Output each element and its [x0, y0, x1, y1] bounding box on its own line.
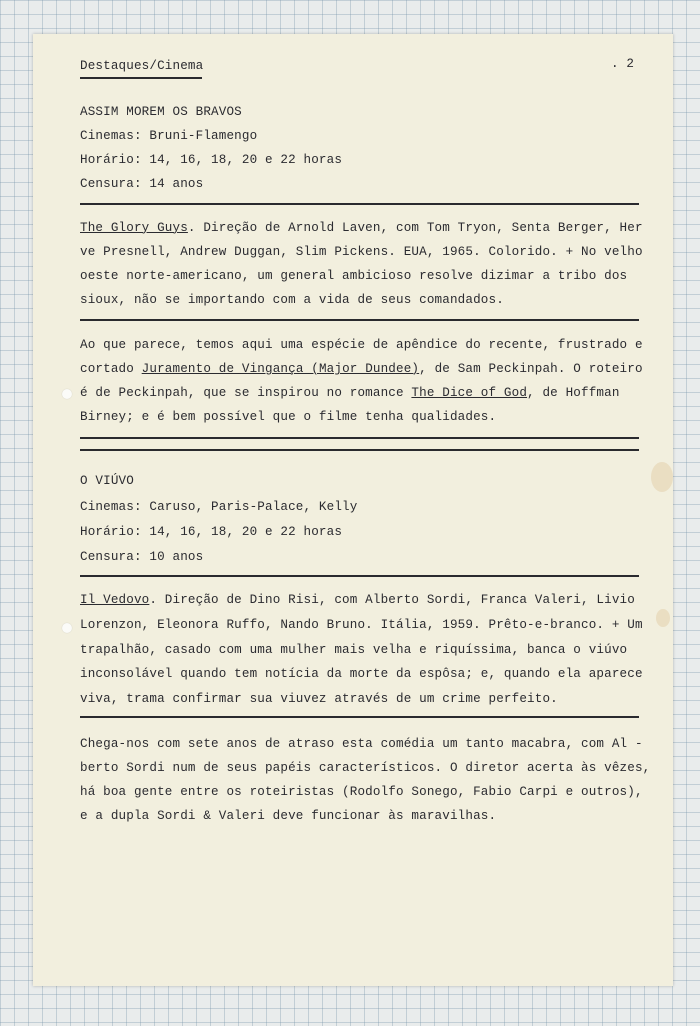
film-cinemas: Cinemas: Caruso, Paris-Palace, Kelly	[80, 500, 358, 514]
synopsis-line: oeste norte-americano, um general ambicioso resolve dizimar a tribo dos	[80, 269, 628, 283]
cited-title: The Dice of God	[411, 386, 528, 400]
film-title: O VIÚVO	[80, 474, 134, 488]
separator-rule	[80, 575, 639, 577]
header-underline	[80, 77, 202, 79]
section-header: Destaques/Cinema	[80, 59, 204, 73]
separator-rule	[80, 437, 639, 439]
review-line: cortado Juramento de Vingança (Major Dundee), de Sam Peckinpah. O roteiro	[80, 362, 643, 376]
review-line: há boa gente entre os roteiristas (Rodolfo Sonego, Fabio Carpi e outros),	[80, 785, 643, 799]
film-censura: Censura: 10 anos	[80, 550, 204, 564]
review-line: Ao que parece, temos aqui uma espécie de apêndice do recente, frustrado e	[80, 338, 643, 352]
original-title: The Glory Guys	[80, 221, 188, 235]
synopsis-line: inconsolável quando tem notícia da morte da espôsa; e, quando ela aparece	[80, 667, 643, 681]
film-title: ASSIM MOREM OS BRAVOS	[80, 105, 242, 119]
review-line: é de Peckinpah, que se inspirou no romance The Dice of God, de Hoffman	[80, 386, 620, 400]
page-number: . 2	[611, 57, 635, 71]
cited-title: Juramento de Vingança (Major Dundee)	[141, 362, 420, 376]
paper-stain	[651, 462, 673, 492]
synopsis-line: The Glory Guys. Direção de Arnold Laven, com Tom Tryon, Senta Berger, Her	[80, 221, 643, 235]
paper-stain	[656, 609, 670, 627]
synopsis-line: trapalhão, casado com uma mulher mais velha e riquíssima, banca o viúvo	[80, 643, 628, 657]
film-censura: Censura: 14 anos	[80, 177, 204, 191]
punch-hole	[62, 623, 72, 633]
original-title: Il Vedovo	[80, 593, 150, 607]
synopsis-line: viva, trama confirmar sua viuvez através de um crime perfeito.	[80, 692, 558, 706]
separator-rule	[80, 203, 639, 205]
synopsis-line: ve Presnell, Andrew Duggan, Slim Pickens. EUA, 1965. Colorido. + No velho	[80, 245, 643, 259]
film-horario: Horário: 14, 16, 18, 20 e 22 horas	[80, 525, 343, 539]
synopsis-line: Il Vedovo. Direção de Dino Risi, com Alberto Sordi, Franca Valeri, Livio	[80, 593, 635, 607]
film-horario: Horário: 14, 16, 18, 20 e 22 horas	[80, 153, 343, 167]
synopsis-line: sioux, não se importando com a vida de seus comandados.	[80, 293, 504, 307]
separator-rule	[80, 319, 639, 321]
separator-rule	[80, 716, 639, 718]
synopsis-line: Lorenzon, Eleonora Ruffo, Nando Bruno. Itália, 1959. Prêto-e-branco. + Um	[80, 618, 643, 632]
review-line: berto Sordi num de seus papéis característicos. O diretor acerta às vêzes,	[80, 761, 651, 775]
review-line: Chega-nos com sete anos de atraso esta comédia um tanto macabra, com Al -	[80, 737, 643, 751]
review-line: Birney; e é bem possível que o filme tenha qualidades.	[80, 410, 497, 424]
separator-rule	[80, 449, 639, 451]
review-line: e a dupla Sordi & Valeri deve funcionar às maravilhas.	[80, 809, 497, 823]
film-cinemas: Cinemas: Bruni-Flamengo	[80, 129, 258, 143]
punch-hole	[62, 389, 72, 399]
typewritten-sheet	[33, 34, 673, 986]
